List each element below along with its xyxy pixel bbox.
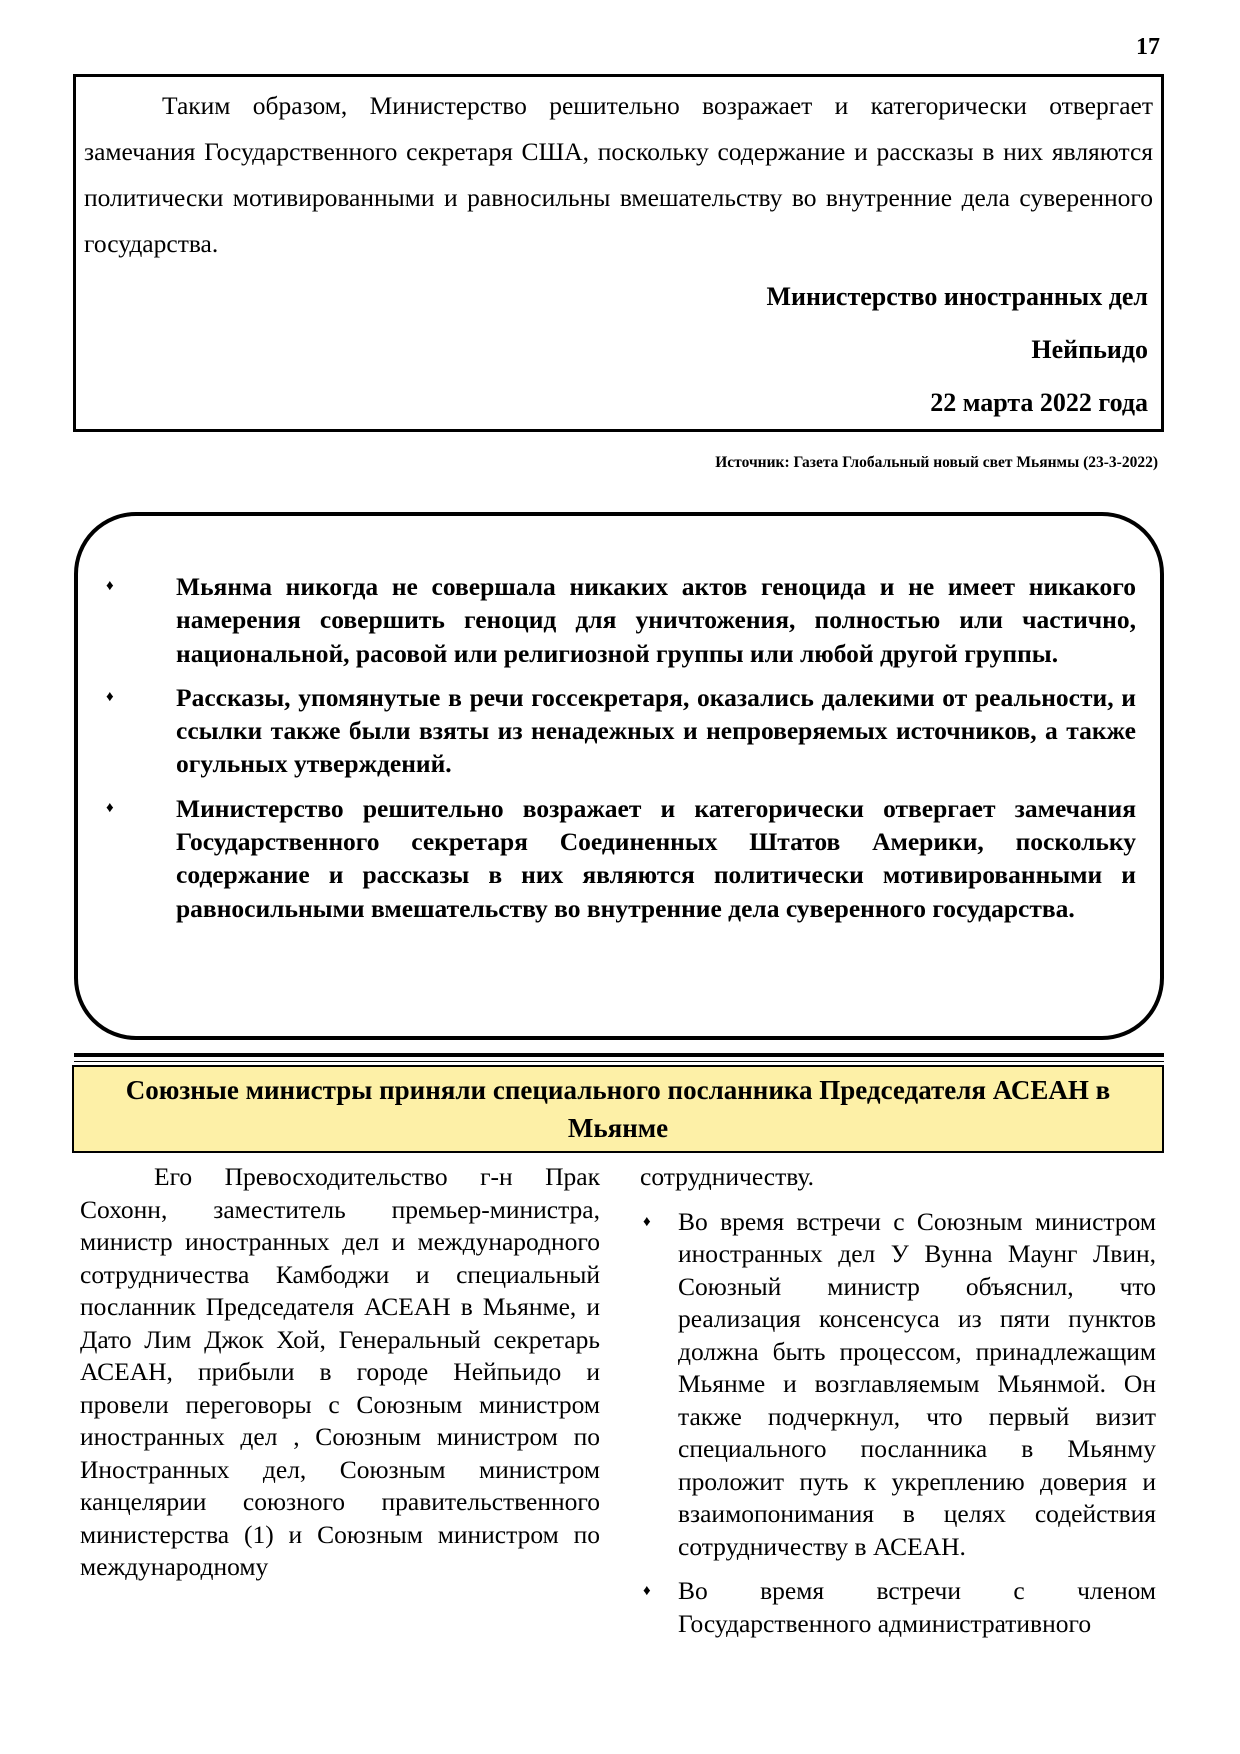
signature-organization: Министерство иностранных дел (766, 282, 1148, 311)
statement-box (73, 74, 1164, 432)
article-bullet-item (640, 1206, 1156, 1564)
article-bullet-item (640, 1575, 1156, 1640)
summary-list (106, 570, 1136, 936)
diamond-bullet-icon: ♦ (643, 1213, 651, 1230)
diamond-bullet-icon: ♦ (643, 1583, 651, 1599)
article-bullet-text: Во время встречи с членом Государственного административного (678, 1576, 1156, 1638)
page-number: 17 (1136, 34, 1160, 60)
article-continuation-text: сотрудничеству. (640, 1162, 814, 1191)
article-heading: Союзные министры приняли специального посланника Председателя АСЕАН в Мьянме (125, 1075, 1111, 1143)
statement-text: Таким образом, Министерство решительно возражает и категорически отвергает замечания Государственного секретаря США, поскольку содержание и рассказы в них являются политически мотивированными и равносильны вмешательству во внутренние дела суверенного государства. (84, 91, 1153, 258)
summary-item-text: Мьянма никогда не совершала никаких актов геноцида и не имеет никакого намерения совершить геноцид для уничтожения, полностью или частично, национальной, расовой или религиозной группы или любой другой группы. (176, 572, 1136, 668)
section-divider-thick (74, 1053, 1164, 1057)
summary-item (106, 792, 1136, 925)
article-heading-box (72, 1065, 1164, 1153)
summary-item-text: Министерство решительно возражает и категорически отвергает замечания Государственного секретаря Соединенных Штатов Америки, поскольку содержание и рассказы в них являются политически мотивированными и равносильными вмешательству во внутренние дела суверенного государства. (176, 793, 1136, 923)
section-divider-thin (74, 1061, 1164, 1062)
article-left-column: Его Превосходительство г-н Прак Сохонн, заместитель премьер-министра, министр иностранных дел и международного сотрудничества Камбоджи и специальный посланник Председателя АСЕАН в Мьянме, и Дато Лим Джок Хой, Генеральный секретарь АСЕАН, прибыли в городе Нейпьидо и провели переговоры с Союзным министром иностранных дел , Союзным министром по Иностранных дел, Союзным министром канцелярии союзного правительственного министерства (1) и Союзным министром по международному (80, 1162, 600, 1581)
signature-date: 22 марта 2022 года (930, 388, 1148, 417)
signature-city: Нейпьидо (1031, 335, 1148, 364)
diamond-bullet-icon: ♦ (106, 688, 114, 705)
summary-item-text: Рассказы, упомянутые в речи госсекретаря, оказались далекими от реальности, и ссылки также были взяты из ненадежных и непроверяемых источников, а также огульных утверждений. (176, 682, 1136, 779)
summary-item (106, 681, 1136, 781)
article-bullet-list (640, 1206, 1156, 1641)
summary-box (74, 512, 1164, 1040)
article-bullet-text: Во время встречи с Союзным министром иностранных дел У Вунна Маунг Лвин, Союзный министр объяснил, что реализация консенсуса из пяти пунктов должна быть процессом, принадлежащим Мьянме и возглавляемым Мьянмой. Он также подчеркнул, что первый визит специального посланника в Мьянму проложит путь к укреплению доверия и взаимопонимания в целях содействия сотрудничеству в АСЕАН. (678, 1206, 1156, 1561)
article-right-column (640, 1161, 1156, 1652)
diamond-bullet-icon: ♦ (106, 799, 114, 816)
source-citation: Источник: Газета Глобальный новый свет Мьянмы (23-3-2022) (715, 454, 1158, 471)
summary-item (106, 570, 1136, 670)
diamond-bullet-icon: ♦ (106, 578, 114, 594)
